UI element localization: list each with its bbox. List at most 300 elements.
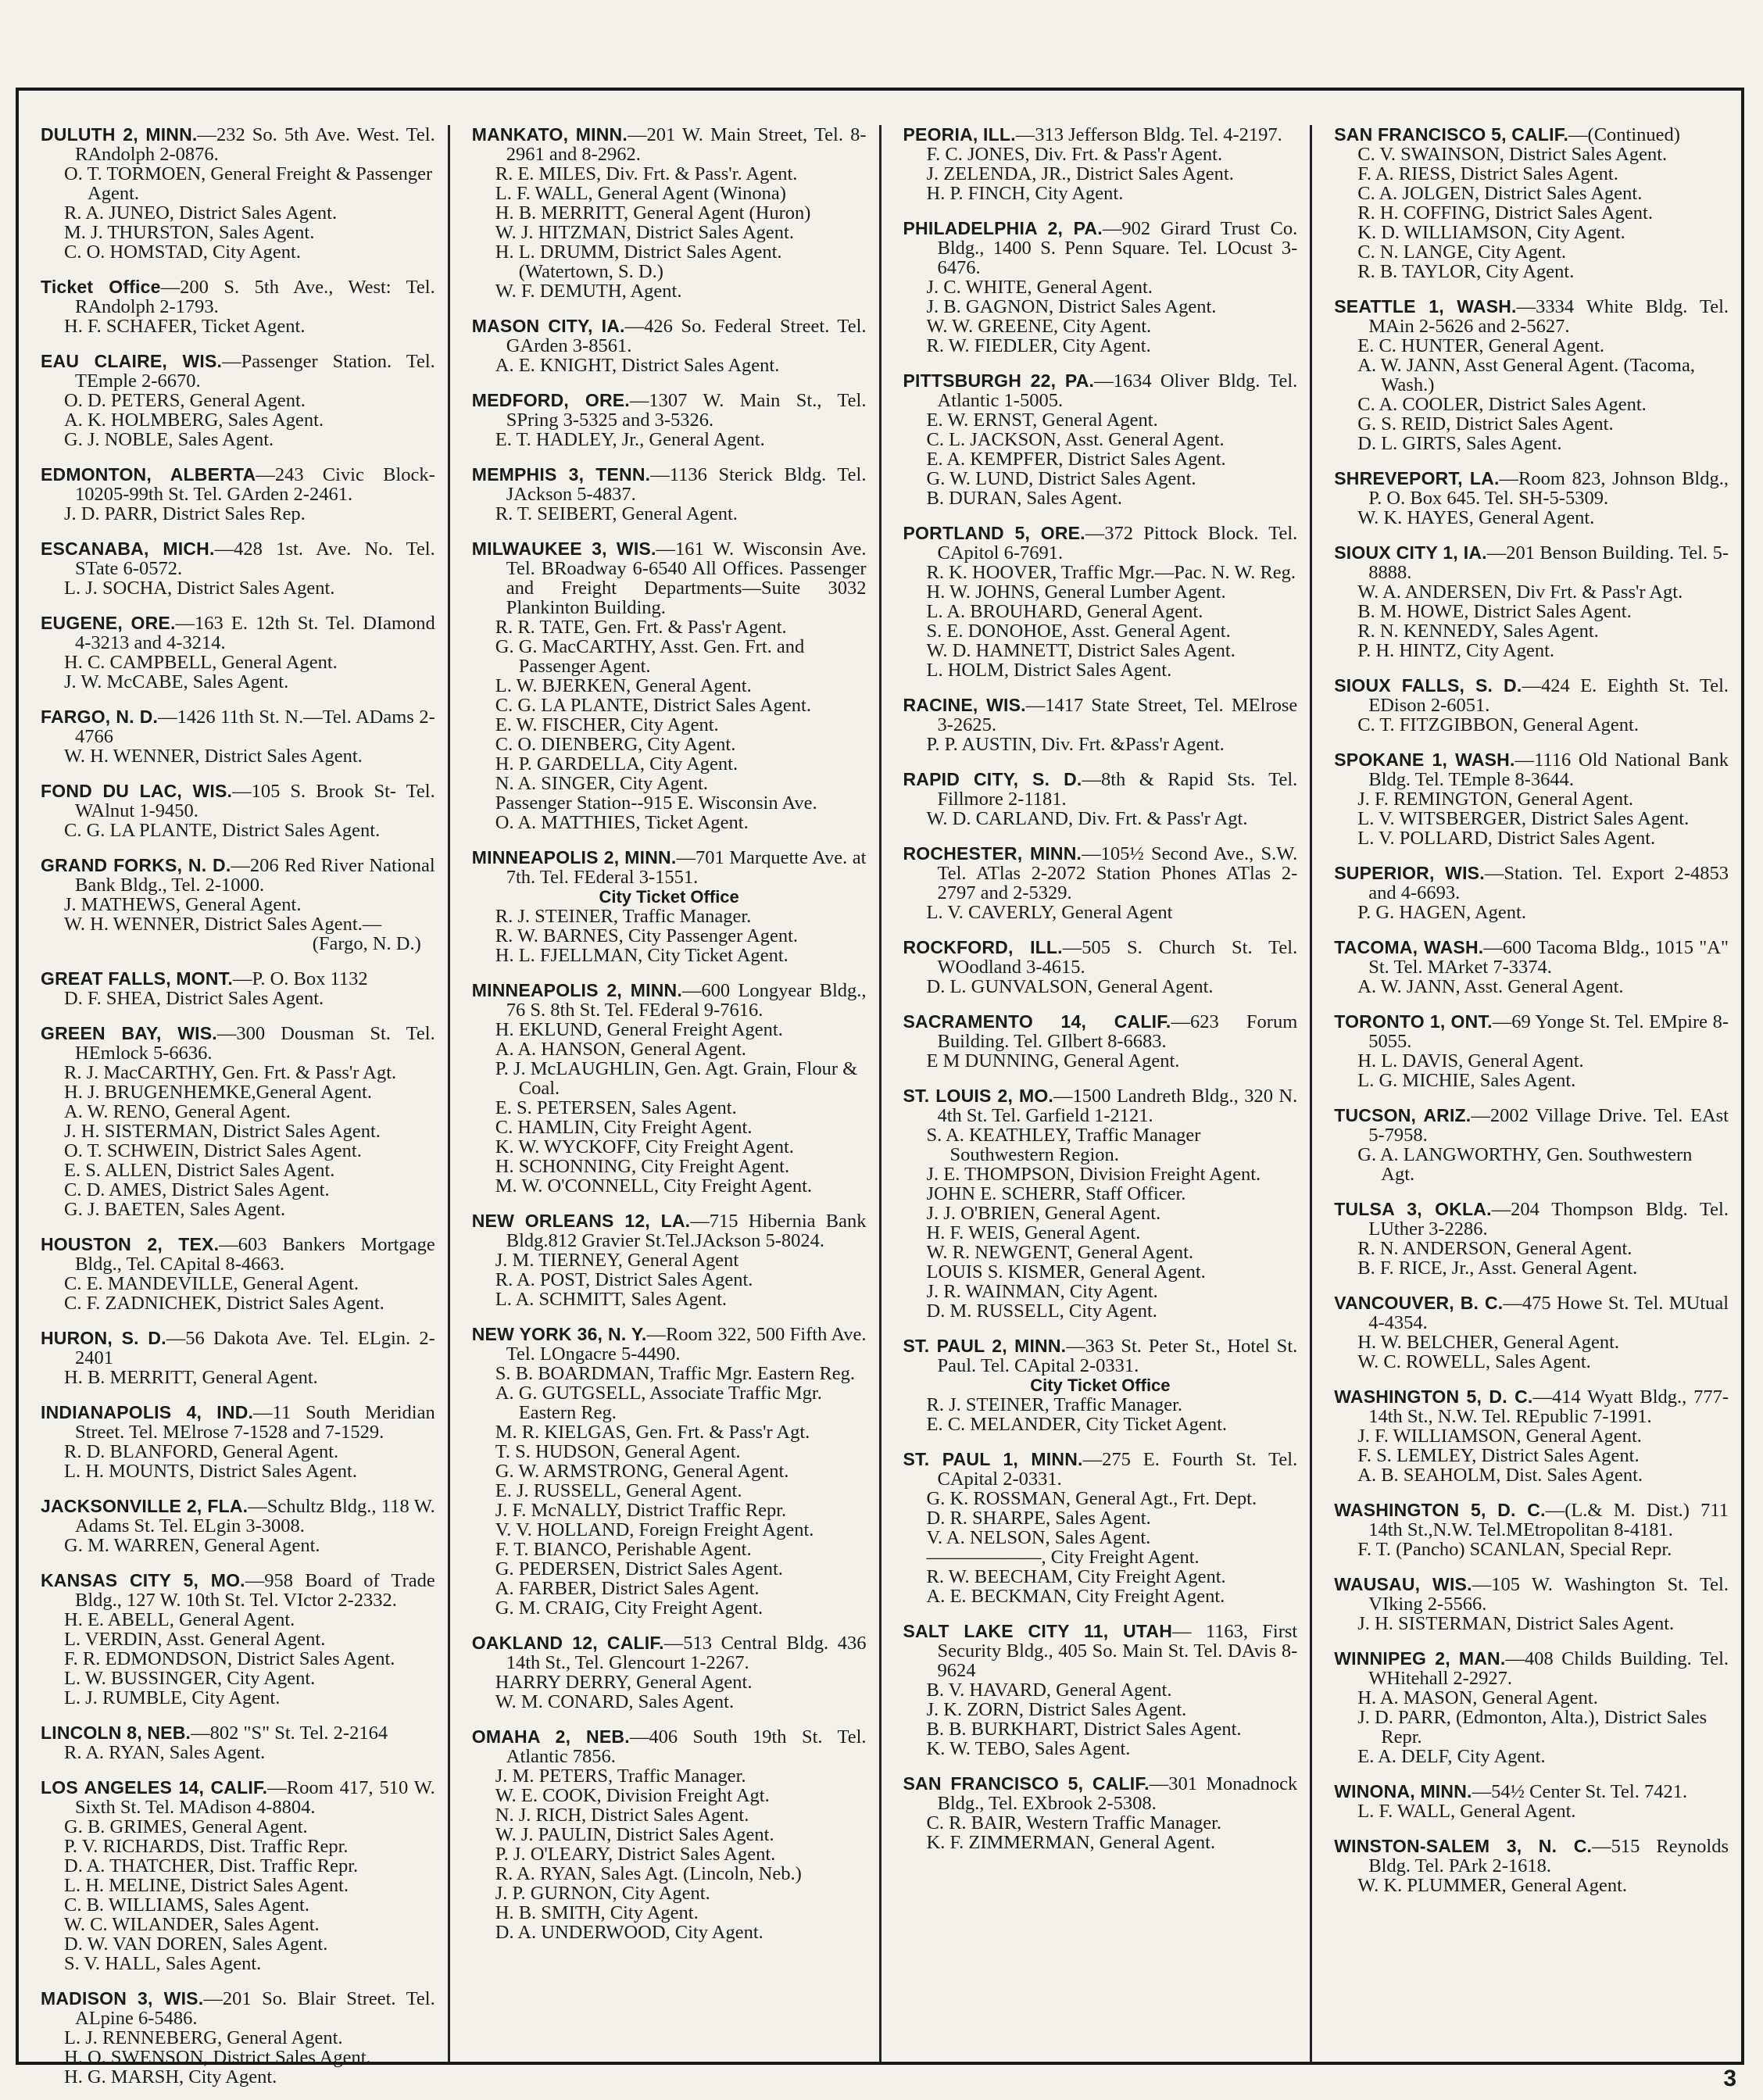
office-entry: [1334, 676, 1729, 735]
staff-line: W. H. WENNER, District Sales Agent.: [64, 746, 363, 767]
staff-line: C. N. LANGE, City Agent.: [1357, 241, 1567, 263]
office-heading: [472, 317, 867, 356]
staff-location-note: (Fargo, N. D.): [312, 933, 421, 954]
staff-line: K. W. TEBO, Sales Agent.: [926, 1738, 1131, 1759]
staff-line: O. A. MATTHIES, Ticket Agent.: [495, 812, 749, 833]
office-entry: [41, 1235, 435, 1313]
office-entry: [1334, 1200, 1729, 1278]
office-city: FOND DU LAC, WIS.: [41, 781, 233, 801]
staff-line: G. G. MacCARTHY, Asst. Gen. Frt. and Passenger Agent.: [495, 636, 805, 677]
office-entry: [472, 465, 867, 524]
office-entry: [1334, 1782, 1729, 1821]
staff-line: C. L. JACKSON, Asst. General Agent.: [926, 429, 1225, 450]
office-address: —Room 823, Johnson Bldg., P. O. Box 645. Tel. SH-5-5309.: [1368, 468, 1729, 509]
office-address: —2002 Village Drive. Tel. EAst 5-7958.: [1368, 1105, 1729, 1146]
directory-column-1: [19, 124, 448, 2087]
office-city: RAPID CITY, S. D.: [903, 769, 1082, 789]
staff-line: H. F. SCHAFER, Ticket Agent.: [64, 316, 306, 337]
office-city: PHILADELPHIA 2, PA.: [903, 218, 1103, 238]
staff-line: G. B. GRIMES, General Agent.: [64, 1816, 308, 1837]
office-address: —(L.& M. Dist.) 711 14th St.,N.W. Tel.MEtropolitan 8-4181.: [1368, 1500, 1729, 1540]
staff-line: J. H. SISTERMAN, District Sales Agent.: [1357, 1613, 1675, 1634]
office-entry: [1334, 750, 1729, 848]
office-heading: [472, 981, 867, 1020]
office-heading: [903, 1086, 1298, 1125]
staff-line: J. E. THOMPSON, Division Freight Agent.: [926, 1164, 1261, 1185]
staff-line: W. E. COOK, Division Freight Agt.: [495, 1785, 770, 1806]
staff-line: E. C. HUNTER, General Agent.: [1357, 335, 1604, 356]
staff-line: L. G. MICHIE, Sales Agent.: [1357, 1070, 1576, 1091]
office-city: SHREVEPORT, LA.: [1334, 468, 1500, 488]
staff-line: G. J. BAETEN, Sales Agent.: [64, 1199, 286, 1220]
staff-line: F. S. LEMLEY, District Sales Agent.: [1357, 1445, 1640, 1466]
office-entry: [41, 969, 435, 1008]
staff-line: H. B. SMITH, City Agent.: [495, 1902, 699, 1923]
office-city: WASHINGTON 5, D. C.: [1334, 1500, 1546, 1520]
office-entry: [903, 1774, 1298, 1852]
staff-line: H. EKLUND, General Freight Agent.: [495, 1019, 783, 1040]
office-subheading: City Ticket Office: [1030, 1376, 1171, 1395]
office-address: —603 Bankers Mortgage Bldg., Tel. CApital 8-4663.: [75, 1234, 435, 1275]
office-entry: [472, 1633, 867, 1712]
staff-line: L. J. SOCHA, District Sales Agent.: [64, 578, 335, 599]
staff-line: Passenger Station--915 E. Wisconsin Ave.: [495, 792, 817, 814]
staff-line: C. G. LA PLANTE, District Sales Agent.: [495, 695, 811, 716]
office-entry: [1334, 1575, 1729, 1633]
office-city: FARGO, N. D.: [41, 707, 159, 727]
office-city: MEMPHIS 3, TENN.: [471, 464, 651, 485]
office-entry: [1334, 1387, 1729, 1485]
staff-line: R. W. BARNES, City Passenger Agent.: [495, 925, 799, 946]
office-address: —P. O. Box 1132: [232, 968, 368, 989]
staff-line: K. D. WILLIAMSON, City Agent.: [1357, 222, 1625, 243]
office-city: GREAT FALLS, MONT.: [41, 968, 233, 989]
office-city: TUCSON, ARIZ.: [1334, 1105, 1472, 1125]
staff-line: H. L. FJELLMAN, City Ticket Agent.: [495, 945, 789, 966]
office-entry: [903, 938, 1298, 996]
staff-line: W. R. NEWGENT, General Agent.: [926, 1242, 1194, 1263]
staff-line: R. J. STEINER, Traffic Manager.: [926, 1394, 1183, 1415]
office-address: —408 Childs Building. Tel. WHitehall 2-2927.: [1368, 1648, 1729, 1689]
office-address: —161 W. Wisconsin Ave. Tel. BRoadway 6-6540 All Offices. Passenger and Freight Departments—Suite 3032 Plankinton Building.: [506, 538, 867, 618]
staff-line: G. W. ARMSTRONG, General Agent.: [495, 1461, 789, 1482]
office-heading: [41, 1497, 435, 1536]
office-city: RACINE, WIS.: [903, 695, 1026, 715]
staff-line: O. T. TORMOEN, General Freight & Passenger Agent.: [64, 163, 433, 204]
office-heading: [41, 1403, 435, 1442]
staff-line: E. T. HADLEY, Jr., General Agent.: [495, 429, 765, 450]
staff-line: V. V. HOLLAND, Foreign Freight Agent.: [495, 1519, 814, 1540]
office-entry: [41, 707, 435, 766]
office-city: GREEN BAY, WIS.: [41, 1023, 217, 1043]
office-entry: [41, 614, 435, 692]
staff-line: B. DURAN, Sales Agent.: [926, 488, 1122, 509]
office-heading: [903, 938, 1298, 977]
staff-line: H. C. CAMPBELL, General Agent.: [64, 652, 338, 673]
staff-line: W. D. CARLAND, Div. Frt. & Pass'r Agt.: [926, 808, 1248, 829]
office-entry: [903, 1012, 1298, 1071]
office-entry: [1334, 1293, 1729, 1372]
staff-line: D. L. GIRTS, Sales Agent.: [1357, 433, 1562, 454]
staff-line: E. S. ALLEN, District Sales Agent.: [64, 1160, 335, 1181]
office-address: —1307 W. Main St., Tel. SPring 3-5325 and 3-5326.: [506, 390, 867, 431]
office-heading: [1334, 1293, 1729, 1333]
staff-line: A. K. HOLMBERG, Sales Agent.: [64, 410, 324, 431]
office-entry: [472, 1727, 867, 1942]
directory-column-4: [1310, 125, 1741, 2062]
office-address: —513 Central Bldg. 436 14th St., Tel. Glencourt 1-2267.: [506, 1633, 867, 1673]
staff-line: C. A. JOLGEN, District Sales Agent.: [1357, 183, 1643, 204]
office-address: —363 St. Peter St., Hotel St. Paul. Tel. CApital 2-0331.: [937, 1336, 1298, 1376]
office-address: —424 E. Eighth St. Tel. EDison 2-6051.: [1368, 675, 1729, 716]
office-entry: [41, 352, 435, 449]
staff-line: D. L. GUNVALSON, General Agent.: [926, 976, 1214, 997]
staff-line: P. H. HINTZ, City Agent.: [1357, 640, 1555, 661]
staff-line: F. T. (Pancho) SCANLAN, Special Repr.: [1357, 1539, 1672, 1560]
staff-line: B. M. HOWE, District Sales Agent.: [1357, 601, 1632, 622]
office-address: —715 Hibernia Bank Bldg.812 Gravier St.Tel.JAckson 5-8024.: [506, 1211, 867, 1251]
office-address: —406 South 19th St. Tel. Atlantic 7856.: [506, 1726, 867, 1767]
staff-line: C. O. HOMSTAD, City Agent.: [64, 241, 301, 263]
staff-line: C. R. BAIR, Western Traffic Manager.: [926, 1812, 1222, 1833]
staff-line: S. V. HALL, Sales Agent.: [64, 1953, 262, 1974]
staff-line: J. H. SISTERMAN, District Sales Agent.: [64, 1121, 381, 1142]
staff-line: P. J. O'LEARY, District Sales Agent.: [495, 1844, 776, 1865]
office-address: —958 Board of Trade Bldg., 127 W. 10th St. Tel. VIctor 2-2332.: [75, 1570, 435, 1611]
office-entry: [41, 1497, 435, 1555]
office-city: MINNEAPOLIS 2, MINN.: [471, 847, 677, 868]
staff-line: M. J. THURSTON, Sales Agent.: [64, 222, 315, 243]
staff-line: A. W. JANN, Asst. General Agent.: [1357, 976, 1624, 997]
office-heading: [903, 1622, 1298, 1680]
office-heading: [903, 1774, 1298, 1813]
office-heading: [41, 856, 435, 895]
office-entry: [903, 1086, 1298, 1321]
office-city: LOS ANGELES 14, CALIF.: [41, 1777, 268, 1798]
office-heading: [903, 125, 1298, 145]
office-entry: [1334, 1106, 1729, 1184]
staff-line: L. J. RENNEBERG, General Agent.: [64, 2027, 343, 2048]
office-city: HURON, S. D.: [41, 1328, 166, 1348]
office-heading: [472, 391, 867, 430]
office-heading: [1334, 125, 1729, 145]
office-address: —1417 State Street, Tel. MElrose 3-2625.: [937, 695, 1298, 735]
staff-line: W. M. CONARD, Sales Agent.: [495, 1691, 735, 1712]
staff-line: L. V. CAVERLY, General Agent: [926, 902, 1173, 923]
staff-line: L. V. POLLARD, District Sales Agent.: [1357, 828, 1656, 849]
office-address: —69 Yonge St. Tel. EMpire 8-5055.: [1368, 1011, 1729, 1052]
office-entry: [472, 848, 867, 965]
staff-line: J. W. McCABE, Sales Agent.: [64, 671, 289, 692]
staff-line: A. E. BECKMAN, City Freight Agent.: [926, 1586, 1225, 1607]
office-city: SIOUX CITY 1, IA.: [1334, 542, 1487, 563]
staff-line: LOUIS S. KISMER, General Agent.: [926, 1261, 1206, 1283]
office-entry: [903, 125, 1298, 203]
staff-line: E. J. RUSSELL, General Agent.: [495, 1480, 742, 1501]
staff-line: V. A. NELSON, Sales Agent.: [926, 1527, 1151, 1548]
staff-line: H. J. BRUGENHEMKE,General Agent.: [64, 1082, 372, 1103]
office-address: —475 Howe St. Tel. MUtual 4-4354.: [1368, 1293, 1729, 1333]
office-entry: [41, 1024, 435, 1219]
directory-frame: [16, 88, 1744, 2087]
staff-line: R. N. KENNEDY, Sales Agent.: [1357, 621, 1599, 642]
office-address: —Room 417, 510 W. Sixth St. Tel. MAdison 4-8804.: [75, 1777, 435, 1818]
office-city: TACOMA, WASH.: [1334, 937, 1484, 957]
office-entry: [1334, 1649, 1729, 1766]
staff-line: H. F. WEIS, General Agent.: [926, 1222, 1141, 1243]
staff-line: W. J. HITZMAN, District Sales Agent.: [495, 222, 794, 243]
staff-line: J. J. O'BRIEN, General Agent.: [926, 1203, 1161, 1224]
staff-line: W. C. ROWELL, Sales Agent.: [1357, 1351, 1591, 1372]
office-entry: [41, 539, 435, 598]
staff-line: J. M. TIERNEY, General Agent: [495, 1250, 739, 1271]
staff-line: G. K. ROSSMAN, General Agt., Frt. Dept.: [926, 1488, 1257, 1509]
office-address: —802 "S" St. Tel. 2-2164: [191, 1723, 388, 1744]
office-address: —54½ Center St. Tel. 7421.: [1472, 1781, 1688, 1802]
staff-line: E. S. PETERSEN, Sales Agent.: [495, 1097, 737, 1118]
staff-line: O. D. PETERS, General Agent.: [64, 390, 306, 411]
staff-line: H. P. GARDELLA, City Agent.: [495, 753, 738, 775]
staff-line: R. E. MILES, Div. Frt. & Pass'r. Agent.: [495, 163, 798, 184]
office-address: —163 E. 12th St. Tel. DIamond 4-3213 and 4-3214.: [75, 613, 435, 653]
staff-line: P. P. AUSTIN, Div. Frt. &Pass'r Agent.: [926, 734, 1225, 755]
staff-line: R. J. MacCARTHY, Gen. Frt. & Pass'r Agt.: [64, 1062, 397, 1083]
staff-line: G. S. REID, District Sales Agent.: [1357, 413, 1614, 435]
office-address: —1500 Landreth Bldg., 320 N. 4th St. Tel. Garfield 1-2121.: [937, 1086, 1298, 1126]
staff-line: S. E. DONOHOE, Asst. General Agent.: [926, 621, 1231, 642]
office-heading: [903, 1012, 1298, 1051]
office-heading: [472, 1727, 867, 1766]
office-heading: [41, 1989, 435, 2028]
staff-line: L. J. RUMBLE, City Agent.: [64, 1687, 281, 1708]
office-city: PITTSBURGH 22, PA.: [903, 370, 1095, 391]
office-heading: [1334, 543, 1729, 582]
staff-line: A. W. RENO, General Agent.: [64, 1101, 291, 1122]
staff-line: N. J. RICH, District Sales Agent.: [495, 1805, 749, 1826]
staff-line: P. V. RICHARDS, Dist. Traffic Repr.: [64, 1836, 349, 1857]
office-address: —1426 11th St. N.—Tel. ADams 2-4766: [75, 707, 435, 747]
staff-line: J. K. ZORN, District Sales Agent.: [926, 1699, 1187, 1720]
staff-line: E. C. MELANDER, City Ticket Agent.: [926, 1414, 1228, 1435]
office-city: WINNIPEG 2, MAN.: [1334, 1648, 1506, 1669]
directory-column-3: [879, 125, 1311, 2062]
office-heading: [903, 524, 1298, 563]
office-address: —301 Monadnock Bldg., Tel. EXbrook 2-5308.: [937, 1773, 1298, 1814]
staff-line: D. F. SHEA, District Sales Agent.: [64, 988, 324, 1009]
office-city: NEW YORK 36, N. Y.: [471, 1324, 647, 1344]
staff-line: C. F. ZADNICHEK, District Sales Agent.: [64, 1293, 384, 1314]
office-entry: [41, 1571, 435, 1708]
staff-line: T. S. HUDSON, General Agent.: [495, 1441, 741, 1462]
staff-line: H. L. DAVIS, General Agent.: [1357, 1050, 1584, 1071]
staff-line: R. R. TATE, Gen. Frt. & Pass'r Agent.: [495, 617, 787, 638]
office-address: —11 South Meridian Street. Tel. MElrose 7-1528 and 7-1529.: [75, 1402, 435, 1443]
office-city: TULSA 3, OKLA.: [1334, 1199, 1492, 1219]
staff-line: L. A. BROUHARD, General Agent.: [926, 601, 1203, 622]
office-city: GRAND FORKS, N. D.: [41, 855, 231, 875]
office-address: —623 Forum Building. Tel. GIlbert 8-6683.: [937, 1011, 1298, 1052]
staff-line: F. R. EDMONDSON, District Sales Agent.: [64, 1648, 395, 1669]
staff-line: R. A. POST, District Sales Agent.: [495, 1269, 753, 1290]
staff-line: R. N. ANDERSON, General Agent.: [1357, 1238, 1632, 1259]
staff-line: W. K. PLUMMER, General Agent.: [1357, 1875, 1628, 1896]
office-heading: [472, 1211, 867, 1250]
office-entry: [472, 981, 867, 1196]
office-entry: [1334, 125, 1729, 281]
office-heading: [1334, 1012, 1729, 1051]
staff-line: A. W. JANN, Asst General Agent. (Tacoma, Wash.): [1357, 355, 1695, 395]
office-city: OAKLAND 12, CALIF.: [471, 1633, 664, 1653]
office-address: —201 Benson Building. Tel. 5-8888.: [1368, 542, 1729, 583]
office-city: LINCOLN 8, NEB.: [41, 1723, 191, 1743]
office-address: —428 1st. Ave. No. Tel. STate 6-0572.: [75, 538, 435, 579]
office-address: —Station. Tel. Export 2-4853 and 4-6693.: [1368, 863, 1729, 903]
office-heading: [1334, 750, 1729, 789]
staff-line: L. HOLM, District Sales Agent.: [926, 660, 1172, 681]
office-heading: [41, 782, 435, 821]
office-city: SIOUX FALLS, S. D.: [1334, 675, 1522, 696]
staff-line: H. B. MERRITT, General Agent (Huron): [495, 202, 811, 224]
staff-line: R. A. RYAN, Sales Agent.: [64, 1742, 266, 1763]
office-city: EDMONTON, ALBERTA: [41, 464, 256, 485]
office-entry: [1334, 1837, 1729, 1895]
office-entry: [41, 125, 435, 262]
office-address: —201 So. Blair Street. Tel. ALpine 6-5486.: [75, 1988, 435, 2029]
office-heading: [903, 696, 1298, 735]
office-entry: [472, 125, 867, 301]
staff-line: E. A. DELF, City Agent.: [1357, 1746, 1546, 1767]
office-address: — 1163, First Security Bldg., 405 So. Main St. Tel. DAvis 8-9624: [937, 1621, 1298, 1681]
office-heading: [41, 352, 435, 391]
staff-line: L. H. MOUNTS, District Sales Agent.: [64, 1461, 357, 1482]
office-address: —105½ Second Ave., S.W. Tel. ATlas 2-2072 Station Phones ATlas 2-2797 and 2-5329.: [937, 843, 1298, 903]
staff-line: J. B. GAGNON, District Sales Agent.: [926, 296, 1217, 317]
office-city: ST. LOUIS 2, MO.: [903, 1086, 1054, 1106]
staff-line: R. H. COFFING, District Sales Agent.: [1357, 202, 1653, 224]
office-entry: [1334, 864, 1729, 922]
staff-line: B. F. RICE, Jr., Asst. General Agent.: [1357, 1257, 1638, 1279]
office-entry: [903, 770, 1298, 828]
staff-line: L. F. WALL, General Agent.: [1357, 1801, 1576, 1822]
staff-line: F. A. RIESS, District Sales Agent.: [1357, 163, 1618, 184]
office-city: EAU CLAIRE, WIS.: [41, 351, 223, 371]
office-city: MADISON 3, WIS.: [41, 1988, 204, 2009]
office-city: MANKATO, MINN.: [471, 124, 628, 145]
office-heading: [41, 707, 435, 746]
office-address: —243 Civic Block-10205-99th St. Tel. GArden 2-2461.: [75, 464, 435, 505]
staff-line: L. W. BUSSINGER, City Agent.: [64, 1668, 316, 1689]
office-entry: [903, 844, 1298, 922]
office-entry: [472, 1325, 867, 1618]
office-address: —200 S. 5th Ave., West: Tel. RAndolph 2-1793.: [75, 277, 435, 317]
staff-line: C. O. DIENBERG, City Agent.: [495, 734, 736, 755]
office-entry: [903, 1336, 1298, 1434]
office-entry: [903, 371, 1298, 508]
staff-line: J. F. WILLIAMSON, General Agent.: [1357, 1426, 1642, 1447]
staff-line: W. A. ANDERSEN, Div Frt. & Pass'r Agt.: [1357, 581, 1683, 603]
staff-line: R. A. RYAN, Sales Agt. (Lincoln, Neb.): [495, 1863, 802, 1884]
staff-line: S. B. BOARDMAN, Traffic Mgr. Eastern Reg.: [495, 1363, 856, 1384]
staff-line: D. A. THATCHER, Dist. Traffic Repr.: [64, 1855, 359, 1876]
staff-line: G. M. WARREN, General Agent.: [64, 1535, 320, 1556]
office-address: —600 Longyear Bldg., 76 S. 8th St. Tel. FEderal 9-7616.: [506, 980, 867, 1021]
office-city: WINSTON-SALEM 3, N. C.: [1334, 1836, 1593, 1856]
staff-line: J. P. GURNON, City Agent.: [495, 1883, 710, 1904]
page-number: 3: [1723, 2066, 1736, 2091]
staff-line: A. G. GUTGSELL, Associate Traffic Mgr. Eastern Reg.: [495, 1383, 822, 1423]
staff-line: F. C. JONES, Div. Frt. & Pass'r Agent.: [926, 144, 1223, 165]
staff-line: J. ZELENDA, JR., District Sales Agent.: [926, 163, 1234, 184]
office-city: SEATTLE 1, WASH.: [1334, 296, 1517, 317]
office-address: —56 Dakota Ave. Tel. ELgin. 2-2401: [75, 1328, 435, 1368]
office-heading: [903, 371, 1298, 410]
office-heading: [41, 1329, 435, 1368]
directory-column-2: [448, 125, 879, 2062]
office-city: PORTLAND 5, ORE.: [903, 523, 1085, 543]
office-entry: [41, 856, 435, 953]
office-heading: [41, 1723, 435, 1743]
staff-line: H. W. JOHNS, General Lumber Agent.: [926, 581, 1226, 603]
staff-line: JOHN E. SCHERR, Staff Officer.: [926, 1183, 1186, 1204]
office-entry: [903, 1622, 1298, 1758]
staff-line: H. SCHONNING, City Freight Agent.: [495, 1156, 790, 1177]
office-address: —902 Girard Trust Co. Bldg., 1400 S. Penn Square. Tel. LOcust 3-6476.: [937, 218, 1298, 278]
office-address: —600 Tacoma Bldg., 1015 "A" St. Tel. MArket 7-3374.: [1368, 937, 1729, 978]
staff-line: H. G. MARSH, City Agent.: [64, 2066, 277, 2087]
office-entry: [41, 277, 435, 336]
staff-line: A. B. SEAHOLM, Dist. Sales Agent.: [1357, 1465, 1643, 1486]
staff-line: L. F. WALL, General Agent (Winona): [495, 183, 786, 204]
office-heading: [1334, 1782, 1729, 1801]
staff-line: W. K. HAYES, General Agent.: [1357, 507, 1595, 528]
office-heading: [1334, 938, 1729, 977]
office-address: —232 So. 5th Ave. West. Tel. RAndolph 2-0876.: [75, 124, 435, 165]
office-address: —Schultz Bldg., 118 W. Adams St. Tel. ELgin 3-3008.: [75, 1496, 435, 1537]
staff-line: C. D. AMES, District Sales Agent.: [64, 1179, 330, 1200]
office-entry: [1334, 469, 1729, 528]
office-entry: [1334, 1012, 1729, 1090]
office-city: MINNEAPOLIS 2, MINN.: [471, 980, 682, 1000]
office-entry: [41, 1778, 435, 1973]
staff-line: HARRY DERRY, General Agent.: [495, 1672, 753, 1693]
office-heading: [41, 125, 435, 164]
staff-line: R. K. HOOVER, Traffic Mgr.—Pac. N. W. Reg.: [926, 562, 1296, 583]
staff-line: N. A. SINGER, City Agent.: [495, 773, 708, 794]
office-heading: [472, 848, 867, 887]
office-address: —Passenger Station. Tel. TEmple 2-6670.: [75, 351, 435, 392]
staff-line: W. W. GREENE, City Agent.: [926, 316, 1152, 337]
office-entry: [472, 391, 867, 449]
office-heading: [472, 1633, 867, 1672]
staff-line: W. C. WILANDER, Sales Agent.: [64, 1914, 320, 1935]
office-entry: [472, 317, 867, 375]
office-city: KANSAS CITY 5, MO.: [41, 1570, 245, 1590]
office-address: —(Continued): [1568, 124, 1680, 145]
office-heading: [903, 219, 1298, 277]
office-city: MEDFORD, ORE.: [471, 390, 630, 410]
staff-line: P. G. HAGEN, Agent.: [1357, 902, 1526, 923]
office-city: WINONA, MINN.: [1334, 1781, 1472, 1801]
staff-line: A. E. KNIGHT, District Sales Agent.: [495, 355, 780, 376]
staff-line: R. T. SEIBERT, General Agent.: [495, 503, 738, 524]
staff-line: D. W. VAN DOREN, Sales Agent.: [64, 1934, 328, 1955]
office-entry: [41, 465, 435, 524]
office-address: —426 So. Federal Street. Tel. GArden 3-8561.: [506, 316, 867, 356]
office-city: WAUSAU, WIS.: [1334, 1574, 1472, 1594]
staff-line: J. F. REMINGTON, General Agent.: [1357, 789, 1634, 810]
staff-line: R. B. TAYLOR, City Agent.: [1357, 261, 1575, 282]
staff-line: D. M. RUSSELL, City Agent.: [926, 1300, 1157, 1322]
